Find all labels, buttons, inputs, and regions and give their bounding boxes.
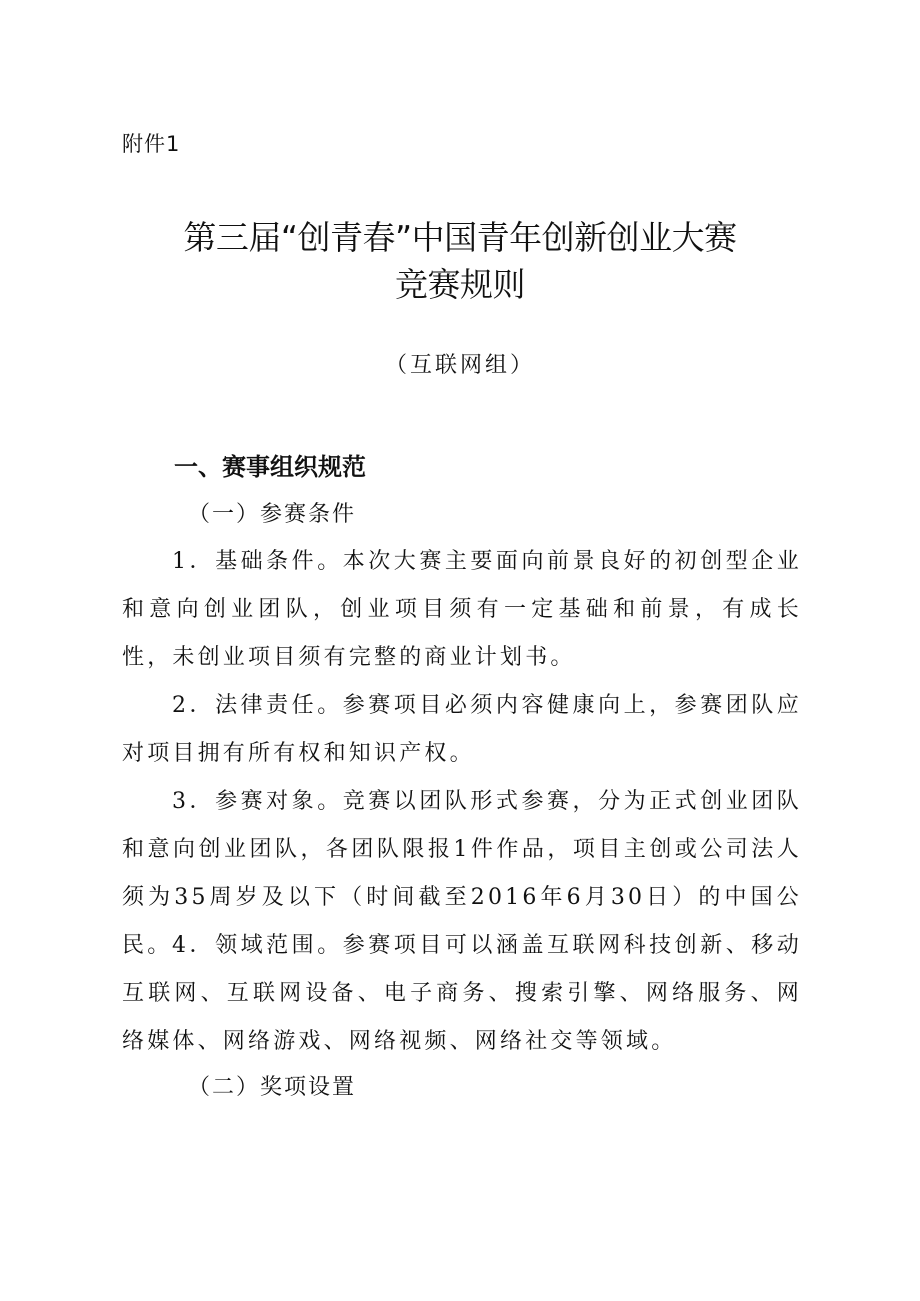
paragraph-legal-responsibility: 2．法律责任。参赛项目必须内容健康向上，参赛团队应对项目拥有所有权和知识产权。 (122, 693, 802, 766)
subsection-heading-conditions: （一）参赛条件 (188, 502, 357, 527)
paragraph-field-scope: 4．领域范围。参赛项目可以涵盖互联网科技创新、移动互联网、互联网设备、电子商务、搜索引擎、网络服务、网络媒体、网络游戏、网络视频、网络社交等领域。 (122, 933, 802, 1054)
document-title-line1: 第三届“创青春”中国青年创新创业大赛 (183, 218, 737, 257)
paragraph-basic-conditions: 1．基础条件。本次大赛主要面向前景良好的初创型企业和意向创业团队，创业项目须有一定基础和前景，有成长性，未创业项目须有完整的商业计划书。 (122, 549, 802, 670)
attachment-label: 附件1 (122, 132, 181, 156)
document-title-line2: 竞赛规则 (395, 265, 525, 304)
paragraph-participants: 3．参赛对象。竞赛以团队形式参赛，分为正式创业团队和意向创业团队，各团队限报1件作品，项目主创或公司法人须为35周岁及以下（时间截至2016年6月30日）的中国公民。 (122, 789, 802, 958)
document-subtitle: （互联网组） (384, 353, 535, 378)
subsection-heading-awards: （二）奖项设置 (188, 1075, 357, 1100)
section-heading: 一、赛事组织规范 (174, 453, 366, 481)
